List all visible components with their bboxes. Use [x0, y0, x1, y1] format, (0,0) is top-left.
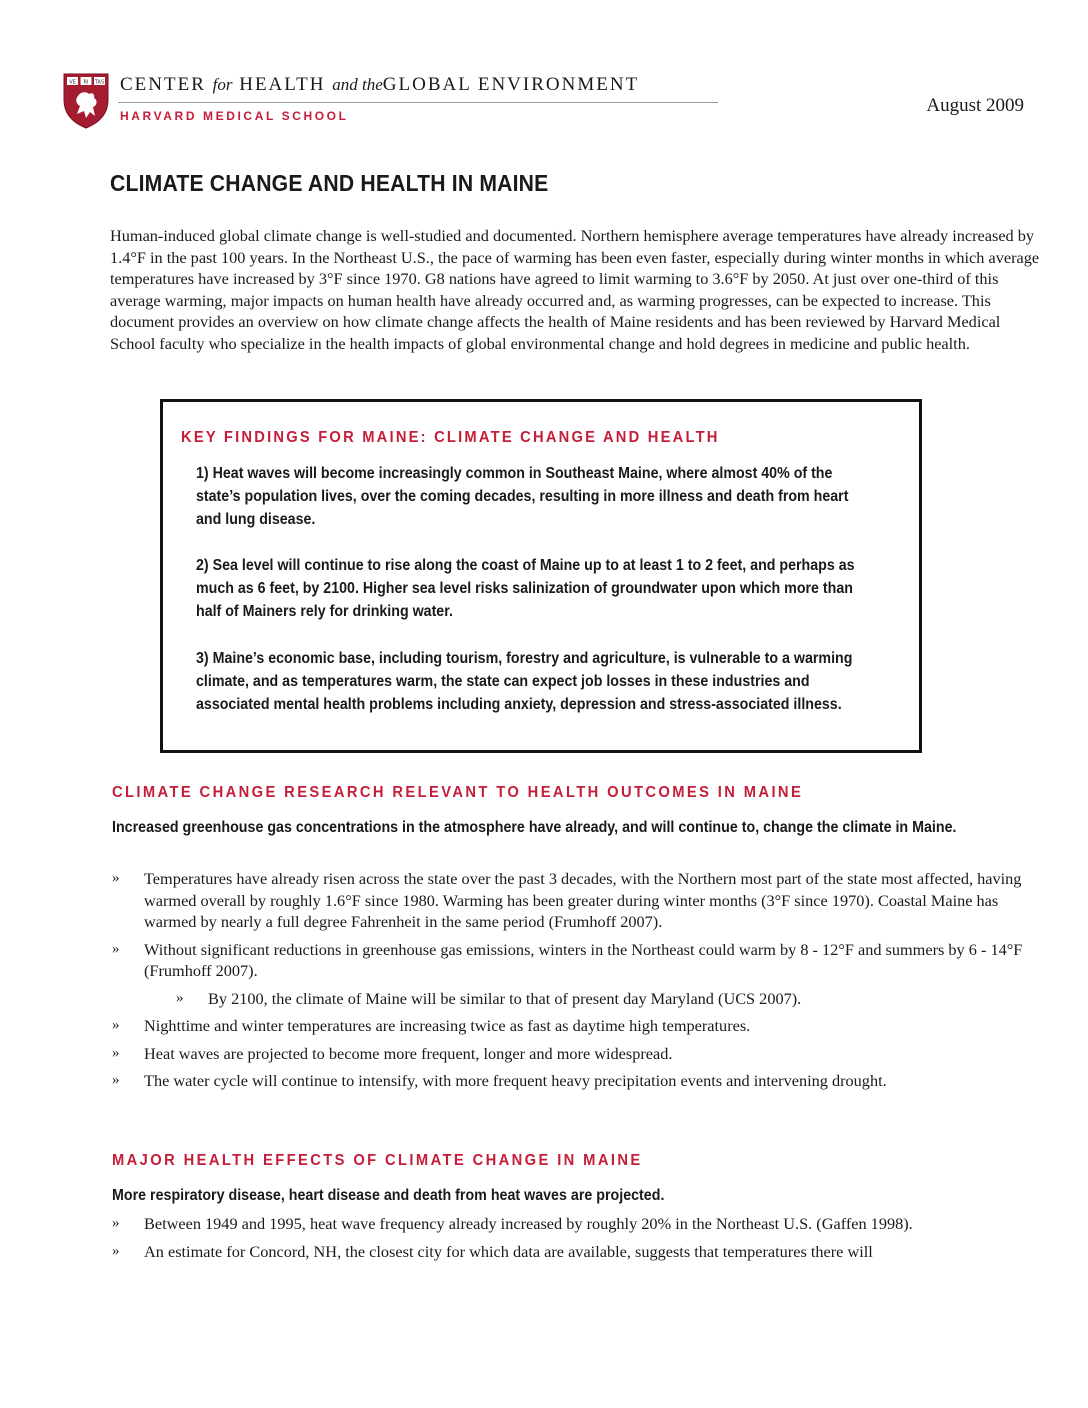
bullet-chevron-icon: » — [112, 940, 120, 957]
key-findings-title: KEY FINDINGS FOR MAINE: CLIMATE CHANGE AND HEALTH — [181, 429, 720, 446]
list-item: » The water cycle will continue to intensify, with more frequent heavy precipitation events and intervening drought. — [112, 1071, 887, 1090]
health-effects-lead: More respiratory disease, heart disease and death from heat waves are projected. — [112, 1187, 665, 1204]
bullet-chevron-icon: » — [112, 1017, 120, 1033]
header-divider — [118, 102, 718, 103]
list-item: » By 2100, the climate of Maine will be similar to that of present day Maryland (UCS 2007). — [176, 988, 802, 1008]
research-bullet-list — [112, 868, 1042, 1098]
key-findings-box — [160, 399, 922, 753]
svg-text:RI: RI — [83, 79, 89, 86]
publication-date: August 2009 — [926, 95, 1024, 116]
key-finding-3: 3) Maine’s economic base, including tourism, forestry and agriculture, is vulnerable to a warming climate, and as temperatures warm, the state can expect job losses in these industries and associated mental health problems including anxiety, depression and stress-associated illness. — [196, 650, 853, 713]
health-effects-bullet-list — [112, 1213, 1042, 1268]
school-name: HARVARD MEDICAL SCHOOL — [120, 109, 349, 123]
bullet-chevron-icon: » — [112, 1072, 120, 1088]
research-lead: Increased greenhouse gas concentrations in the atmosphere have already, and will continue to, change the climate in Maine. — [112, 819, 957, 836]
list-item: » An estimate for Concord, NH, the closest city for which data are available, suggests that temperatures there will — [112, 1241, 873, 1261]
research-section-title: CLIMATE CHANGE RESEARCH RELEVANT TO HEALTH OUTCOMES IN MAINE — [112, 784, 804, 801]
harvard-shield-icon — [62, 72, 110, 130]
svg-text:VE: VE — [69, 79, 76, 86]
document-title: CLIMATE CHANGE AND HEALTH IN MAINE — [110, 170, 549, 196]
key-finding-2: 2) Sea level will continue to rise along the coast of Maine up to at least 1 to 2 feet, and perhaps as much as 6 feet, by 2100. Higher sea level risks salinization of groundwater upon which more than half of Mainers rely for drinking water. — [196, 557, 855, 620]
health-effects-section-title: MAJOR HEALTH EFFECTS OF CLIMATE CHANGE IN MAINE — [112, 1152, 643, 1169]
org-name: CENTER for HEALTH and theGLOBAL ENVIRONMENT — [120, 74, 640, 95]
list-item: » Heat waves are projected to become more frequent, longer and more widespread. — [112, 1043, 673, 1063]
bullet-chevron-icon: » — [112, 870, 120, 886]
list-item: » Without significant reductions in greenhouse gas emissions, winters in the Northeast could warm by 8 - 12°F and summers by 6 - 14°F (Frumhoff 2007). — [112, 939, 1023, 980]
bullet-chevron-icon: » — [176, 989, 184, 1006]
key-finding-1: 1) Heat waves will become increasingly common in Southeast Maine, where almost 40% of the state’s population lives, over the coming decades, resulting in more illness and death from heart and lung disease. — [196, 465, 849, 528]
svg-text:TAS: TAS — [94, 79, 105, 86]
bullet-chevron-icon: » — [112, 1215, 120, 1231]
letterhead — [62, 72, 722, 132]
intro-paragraph: Human-induced global climate change is well-studied and documented. Northern hemisphere average temperatures have already increased by 1.4°F in the past 100 years. In the Northeast U.S., the pace of warming has been even faster, especially during winter months in which average temperatures have increased by 3°F since 1970. G8 nations have agreed to limit warming to 3.6°F by 2050. At just over one-third of this average warming, major impacts on human health have already occurred and, as warming progresses, can be expected to increase. This document provides an overview on how climate change affects the health of Maine residents and has been reviewed by Harvard Medical School faculty who specialize in the health impacts of global environmental change and hold degrees in medicine and public health. — [110, 226, 1040, 353]
list-item: » Between 1949 and 1995, heat wave frequency already increased by roughly 20% in the Northeast U.S. (Gaffen 1998). — [112, 1214, 913, 1233]
bullet-chevron-icon: » — [112, 1242, 120, 1259]
list-item: » Temperatures have already risen across the state over the past 3 decades, with the Northern most part of the state most affected, having warmed overall by roughly 1.6°F since 1980. Warming has been greater during winter months (3°F since 1970). Coastal Maine has warmed by nearly a full degree Fahrenheit in the same period (Frumhoff 2007). — [112, 869, 1022, 931]
bullet-chevron-icon: » — [112, 1044, 120, 1061]
list-item: » Nighttime and winter temperatures are increasing twice as fast as daytime high temperatures. — [112, 1016, 751, 1035]
